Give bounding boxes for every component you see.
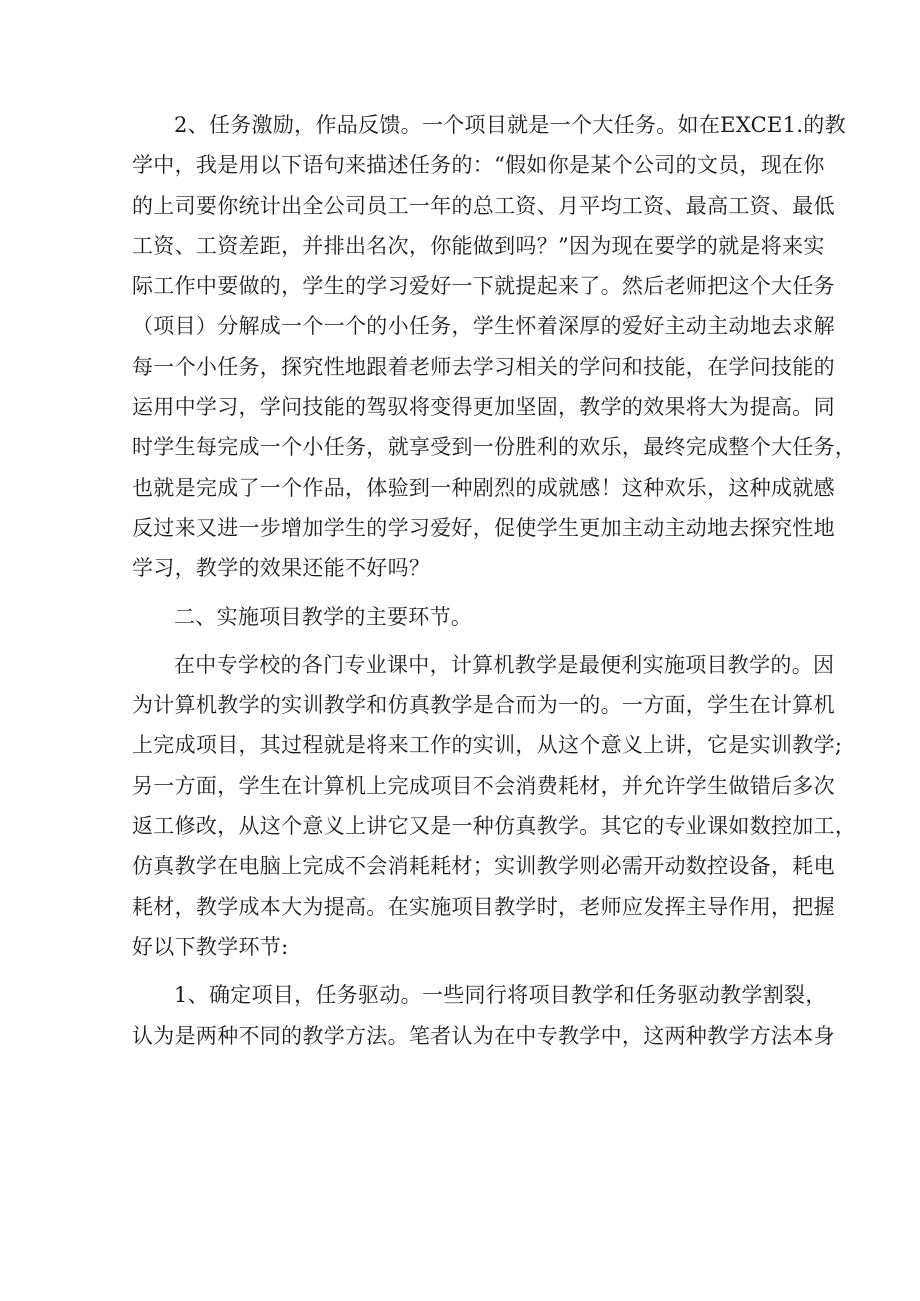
section-heading: 二、实施项目教学的主要环节。: [174, 604, 473, 629]
paragraph-1-line-3: 的上司要你统计出全公司员工一年的总工资、月平均工资、最高工资、最低: [132, 193, 835, 218]
paragraph-3-line-5: 返工修改，从这个意义上讲它又是一种仿真教学。其它的专业课如数控加工，: [132, 814, 857, 839]
paragraph-1-line-6: （项目）分解成一个一个的小任务，学生怀着深厚的爱好主动主动地去求解: [132, 314, 835, 339]
paragraph-1-line-12: 学习，教学的效果还能不好吗？: [132, 556, 431, 581]
paragraph-1-line-9: 时学生每完成一个小任务，就享受到一份胜利的欢乐，最终完成整个大任务，: [132, 435, 857, 460]
paragraph-4-line-2: 认为是两种不同的教学方法。笔者认为在中专教学中，这两种教学方法本身: [132, 1023, 835, 1048]
paragraph-3-line-8: 好以下教学环节:: [132, 934, 289, 959]
paragraph-1-line-10: 也就是完成了一个作品，体验到一种剧烈的成就感！这种欢乐，这种成就感: [132, 475, 835, 500]
paragraph-3-line-6: 仿真教学在电脑上完成不会消耗耗材；实训教学则必需开动数控设备，耗电: [132, 854, 835, 879]
paragraph-3-line-1: 在中专学校的各门专业课中，计算机教学是最便利实施项目教学的。因: [174, 652, 835, 677]
paragraph-spacer: [132, 637, 795, 645]
paragraph-1-line-4: 工资、工资差距，并排出名次，你能做到吗？”因为现在要学的就是将来实: [132, 233, 825, 258]
paragraph-1-line-1: 2、任务激励，作品反馈。一个项目就是一个大任务。如在EXCE1.的教: [174, 113, 846, 137]
paragraph-spacer: [132, 967, 795, 975]
paragraph-spacer: [132, 589, 795, 597]
paragraph-4-line-1: 1、确定项目，任务驱动。一些同行将项目教学和任务驱动教学割裂，: [174, 983, 827, 1008]
paragraph-1-line-5: 际工作中要做的，学生的学习爱好一下就提起来了。然后老师把这个大任务: [132, 274, 835, 299]
paragraph-3-line-4: 另一方面，学生在计算机上完成项目不会消费耗材，并允许学生做错后多次: [132, 773, 835, 798]
document-body: [132, 105, 857, 1056]
paragraph-1-line-2: 学中，我是用以下语句来描述任务的：“假如你是某个公司的文员，现在你: [132, 153, 825, 178]
paragraph-1-line-11: 反过来又进一步增加学生的学习爱好，促使学生更加主动主动地去探究性地: [132, 515, 835, 540]
paragraph-3-line-2: 为计算机教学的实训教学和仿真教学是合而为一的。一方面，学生在计算机: [132, 693, 835, 718]
paragraph-3-line-3: 上完成项目，其过程就是将来工作的实训，从这个意义上讲，它是实训教学;: [132, 733, 843, 758]
paragraph-1-line-8: 运用中学习，学问技能的驾驭将变得更加坚固，教学的效果将大为提高。同: [132, 395, 835, 420]
paragraph-1-line-7: 每一个小任务，探究性地跟着老师去学习相关的学问和技能，在学问技能的: [132, 354, 835, 379]
paragraph-3-line-7: 耗材，教学成本大为提高。在实施项目教学时，老师应发挥主导作用，把握: [132, 894, 835, 919]
